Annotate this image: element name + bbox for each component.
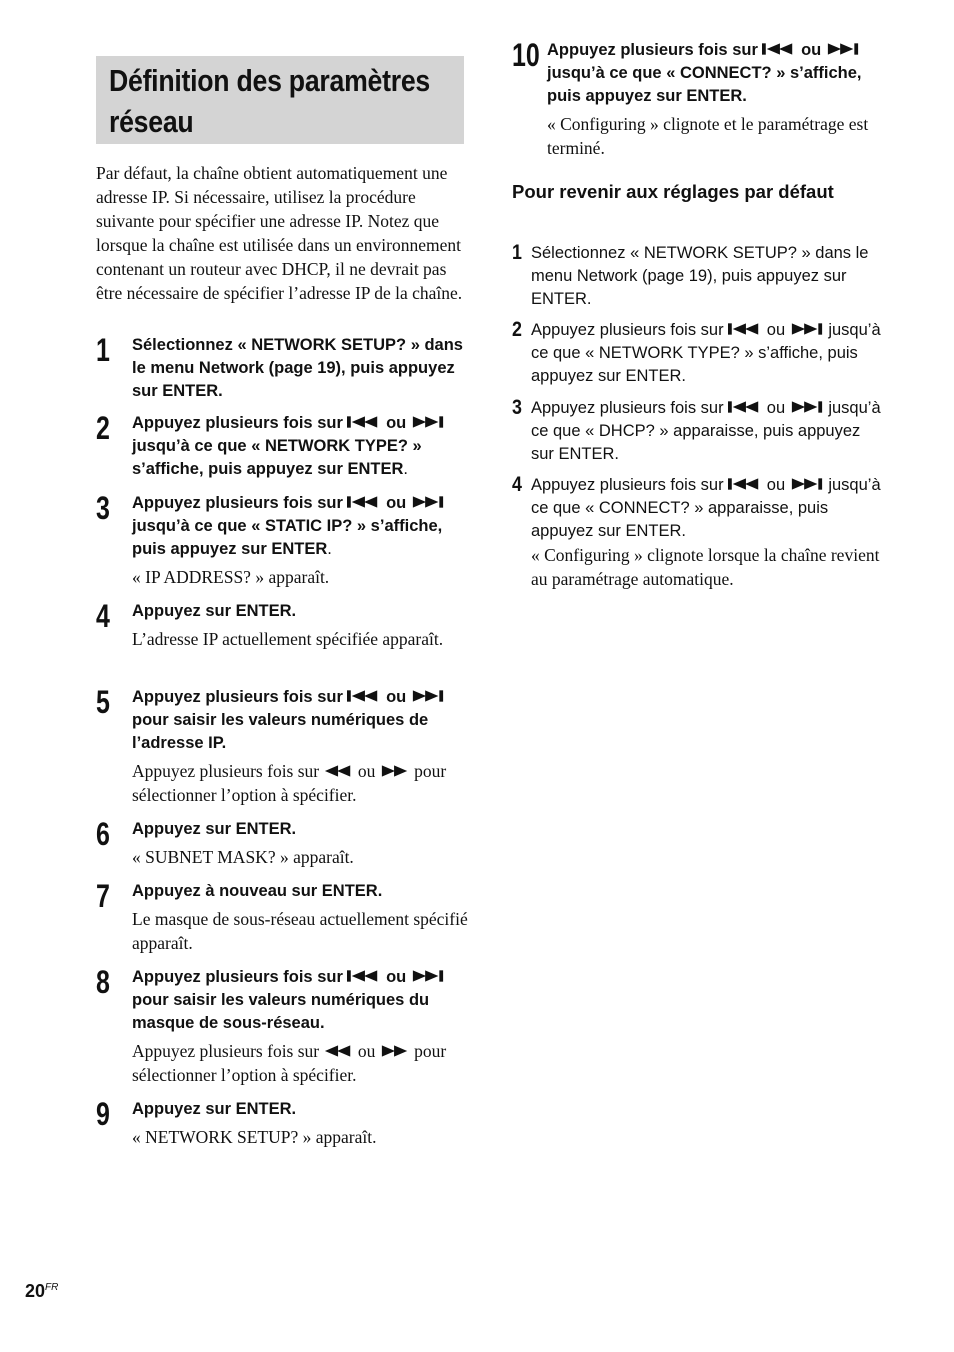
prev-track-icon <box>347 415 381 429</box>
page-title <box>109 60 470 142</box>
step-number: 1 <box>512 241 522 264</box>
step-number: 7 <box>96 878 110 914</box>
step-note: Appuyez plusieurs fois sur ou pour sélectionner l’option à spécifier. <box>132 1041 447 1085</box>
intro-paragraph: Par défaut, la chaîne obtient automatiquement une adresse IP. Si nécessaire, utilisez la procédure suivante pour spécifier une adresse IP. Notez que lorsque la chaîne est utilisée dans un environnement contenant un routeur avec DHCP, il ne devrait pas être nécessaire de spécifier l’adresse IP de la chaîne. <box>96 163 463 303</box>
step-instruction: Appuyez sur ENTER. <box>132 1100 297 1118</box>
next-track-icon <box>790 322 824 336</box>
step-instruction: Appuyez plusieurs fois sur ou pour saisir les valeurs numériques de l’adresse IP. <box>132 686 468 755</box>
title-line-2: réseau <box>109 104 194 139</box>
step-note: « Configuring » clignote lorsque la chaîne revient au paramétrage automatique. <box>531 545 880 589</box>
page-language-code: FR <box>45 1282 59 1293</box>
step-number: 9 <box>96 1096 110 1132</box>
rewind-icon <box>324 764 354 778</box>
next-track-icon <box>411 495 445 509</box>
rewind-icon <box>324 1044 354 1058</box>
next-track-icon <box>411 969 445 983</box>
next-track-icon <box>411 415 445 429</box>
step-instruction: Appuyez plusieurs fois sur ou jusqu’à ce que « CONNECT? » s’affiche, puis appuyez sur ENTER. <box>547 41 862 105</box>
step-number: 3 <box>96 490 110 526</box>
step-number: 8 <box>96 964 110 1000</box>
step-number: 10 <box>512 37 540 73</box>
page-number-value: 20 <box>25 1281 46 1301</box>
next-track-icon <box>826 42 860 56</box>
step-instruction: Appuyez plusieurs fois sur ou jusqu’à ce que « NETWORK TYPE? » s’affiche, puis appuyez sur ENTER. <box>531 321 881 385</box>
step-number: 3 <box>512 396 522 419</box>
prev-track-icon <box>762 42 796 56</box>
reset-section-heading: Pour revenir aux réglages par défaut <box>512 181 834 202</box>
step-note: « SUBNET MASK? » apparaît. <box>132 847 354 867</box>
step-instruction: Appuyez plusieurs fois sur ou pour saisir les valeurs numériques du masque de sous-réseau. <box>132 966 468 1035</box>
prev-track-icon <box>347 689 381 703</box>
step-instruction: Sélectionnez « NETWORK SETUP? » dans le menu Network (page 19), puis appuyez sur ENTER. <box>132 336 463 400</box>
next-track-icon <box>411 689 445 703</box>
page-number <box>25 1281 58 1302</box>
step-number: 1 <box>96 332 110 368</box>
step-instruction: Sélectionnez « NETWORK SETUP? » dans le menu Network (page 19), puis appuyez sur ENTER. <box>531 244 869 308</box>
fast-forward-icon <box>380 1044 410 1058</box>
prev-track-icon <box>728 400 762 414</box>
prev-track-icon <box>728 322 762 336</box>
step-number: 4 <box>96 598 110 634</box>
step-note: « NETWORK SETUP? » apparaît. <box>132 1127 377 1147</box>
step-instruction: Appuyez plusieurs fois sur ou jusqu’à ce que « STATIC IP? » s’affiche, puis appuyez sur ENTER. <box>132 492 468 561</box>
step-instruction: Appuyez plusieurs fois sur ou jusqu’à ce que « NETWORK TYPE? » s’affiche, puis appuyez sur ENTER. <box>132 412 468 481</box>
step-number: 2 <box>512 318 522 341</box>
step-instruction: Appuyez sur ENTER. <box>132 820 297 838</box>
step-note: L’adresse IP actuellement spécifiée apparaît. <box>132 629 444 649</box>
step-instruction: Appuyez plusieurs fois sur ou jusqu’à ce que « DHCP? » apparaisse, puis appuyez sur ENTER. <box>531 399 881 463</box>
step-note: Le masque de sous-réseau actuellement spécifié apparaît. <box>132 909 468 953</box>
step-note: Appuyez plusieurs fois sur ou pour sélectionner l’option à spécifier. <box>132 761 447 805</box>
step-number: 2 <box>96 410 110 446</box>
step-note: « IP ADDRESS? » apparaît. <box>132 567 330 587</box>
step-instruction: Appuyez à nouveau sur ENTER. <box>132 882 383 900</box>
step-number: 4 <box>512 473 522 496</box>
step-instruction: Appuyez sur ENTER. <box>132 602 297 620</box>
title-line-1: Définition des paramètres <box>109 63 430 98</box>
section-title-box <box>96 56 464 144</box>
step-note: « Configuring » clignote et le paramétrage est terminé. <box>547 114 869 158</box>
step-number: 5 <box>96 684 110 720</box>
prev-track-icon <box>347 495 381 509</box>
next-track-icon <box>790 400 824 414</box>
fast-forward-icon <box>380 764 410 778</box>
step-number: 6 <box>96 816 110 852</box>
next-track-icon <box>790 477 824 491</box>
prev-track-icon <box>347 969 381 983</box>
step-instruction: Appuyez plusieurs fois sur ou jusqu’à ce que « CONNECT? » apparaisse, puis appuyez sur ENTER. <box>531 476 881 540</box>
prev-track-icon <box>728 477 762 491</box>
